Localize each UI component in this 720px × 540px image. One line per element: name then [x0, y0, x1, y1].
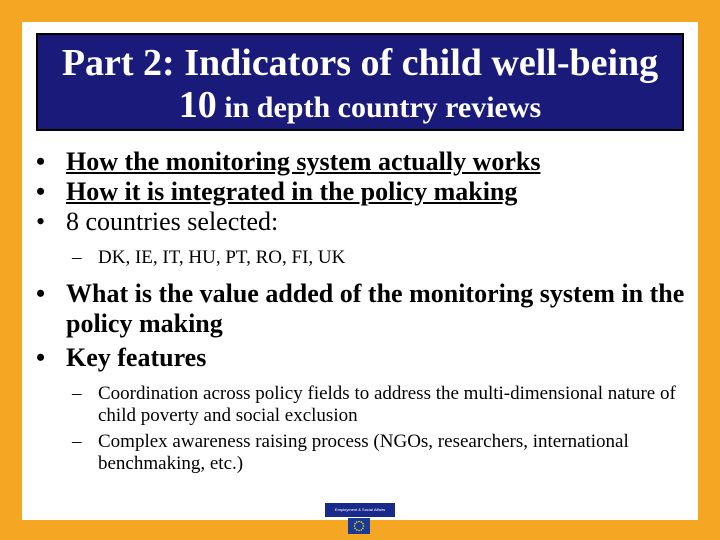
title-banner: [36, 33, 684, 131]
sub-bullet-coordination: – Coordination across policy fields to address the multi-dimensional nature of child poverty and social exclusion: [28, 383, 688, 427]
slide: [22, 22, 698, 520]
bullet-countries: • 8 countries selected:: [28, 207, 688, 237]
sub-bullet-country-list: – DK, IE, IT, HU, PT, RO, FI, UK: [28, 247, 688, 269]
bullet-integration: • How it is integrated in the policy making: [28, 177, 688, 207]
bullet-value-added: • What is the value added of the monitoring system in the policy making: [28, 279, 688, 339]
title-line-1: Part 2: Indicators of child well-being: [61, 42, 659, 84]
bullet-list: [28, 147, 688, 475]
sub-bullet-awareness: – Complex awareness raising process (NGOs, researchers, international benchmaking, etc.): [28, 431, 688, 475]
title-number: 10: [178, 84, 217, 126]
employment-social-affairs-logo: Employment & Social Affairs: [325, 503, 395, 517]
bullet-monitoring: • How the monitoring system actually works: [28, 147, 688, 177]
title-subtitle: in depth country reviews: [216, 91, 542, 124]
eu-flag-icon: [348, 518, 370, 534]
title-line-2: [38, 85, 682, 128]
bullet-key-features: • Key features: [28, 343, 688, 373]
